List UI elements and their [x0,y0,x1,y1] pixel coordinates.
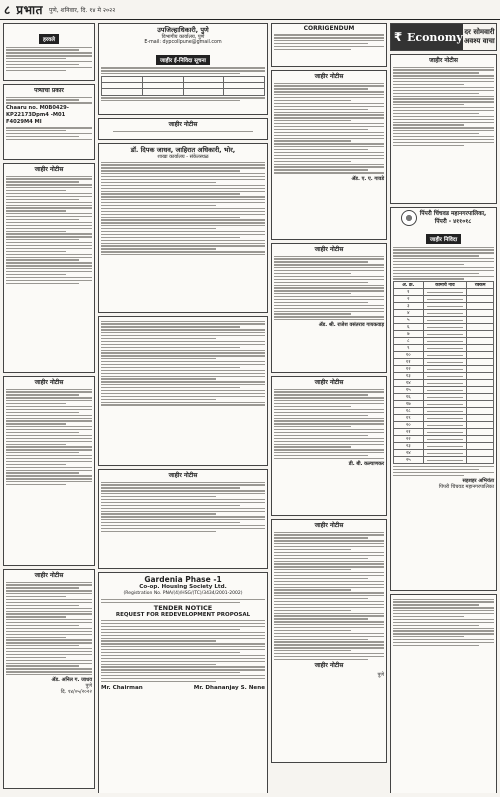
row-work [423,324,467,331]
table-row [394,338,494,345]
row-work [423,338,467,345]
row-number: ११ [394,359,424,366]
row-work [423,443,467,450]
col2-notice4-title: जाहीर नोटीस [168,472,198,479]
signatory-place: पुणे [85,683,92,690]
row-work [423,408,467,415]
pcmc-sign-place: पिंपरी चिंचवड महानगरपालिका [438,483,494,490]
row-number: १० [394,352,424,359]
row-work [423,366,467,373]
economy-wordmark: Economy [405,24,463,50]
gardenia-subtitle: Co-op. Housing Society Ltd. [139,584,227,590]
table-row [394,296,494,303]
table-row [394,317,494,324]
col-header-amount: रक्कम [467,282,494,289]
table-row [394,373,494,380]
table-row [394,359,494,366]
gardenia-registration: (Registration No. PNA/(4)/HSG/(TC)/3434/2001-2002) [123,590,243,596]
corrigendum [271,23,387,67]
tender-notice-heading: TENDER NOTICE [153,603,213,612]
col3-signatory-2: ॲड. श्री. राजेश वसंतराव गायकवाड़ [318,322,384,329]
row-number: १६ [394,394,424,401]
col3-notice-1 [271,70,387,240]
row-work [423,450,467,457]
row-number: ५ [394,317,424,324]
page-number: ८ [4,3,11,17]
table-row [394,331,494,338]
public-notice-1 [3,163,95,373]
col4-notice [390,54,497,204]
table-row [394,387,494,394]
row-amount [467,450,494,457]
row-number: २० [394,422,424,429]
economy-banner [390,23,497,51]
row-number: ४ [394,310,424,317]
chairman-label: Mr. Chairman [101,685,143,692]
notice-title: जाहीर नोटीस [34,166,64,173]
office-subtitle: विभागीय कार्यालय, पुणे [161,34,205,40]
table-row [394,352,494,359]
pcmc-logo-icon [401,210,417,226]
row-work [423,387,467,394]
row-work [423,401,467,408]
rupee-icon: ₹ [391,24,405,50]
col-header-work: कामाचे नाव [423,282,467,289]
row-amount [467,331,494,338]
row-number: १७ [394,401,424,408]
secretary-name: Mr. Dhananjay S. Nene [193,685,265,692]
row-number: २१ [394,429,424,436]
economy-headline: दर सोमवारी अवश्य वाचा [464,28,495,45]
row-number: ८ [394,338,424,345]
row-amount [467,429,494,436]
public-notice-2 [3,376,95,566]
advocate-name: डॉ. दिपक जाधव, जाहिरात अधिकारी, भोर, [130,146,236,154]
row-work [423,394,467,401]
row-work [423,457,467,464]
table-row [394,289,494,296]
pcmc-tender [390,207,497,591]
col3-notice-title: जाहीर नोटीस [314,73,344,80]
col-header-sr: अ. क्र. [394,282,424,289]
pcmc-title: पिंपरी चिंचवड महानगरपालिका, [419,211,487,217]
row-amount [467,387,494,394]
row-amount [467,380,494,387]
row-amount [467,436,494,443]
table-row [394,345,494,352]
redevelopment-heading: REQUEST FOR REDEVELOPMENT PROPOSAL [115,611,251,618]
col2-notice-title: जाहीर नोटीस [168,121,198,128]
table-row [394,394,494,401]
row-number: १२ [394,366,424,373]
row-work [423,310,467,317]
col3-pub-title: जाहीर नोटीस [314,661,344,669]
public-notice-3 [3,569,95,789]
pcmc-notice-title: जाहीर निविदा [426,234,461,244]
row-number: २ [394,296,424,303]
table-row [394,436,494,443]
table-row [394,422,494,429]
row-amount [467,408,494,415]
signatory-name: ॲड. अनिल ग. जाधव [51,677,92,684]
lost-title: हरवले [39,34,59,44]
masthead: प्रभात [16,3,43,17]
row-work [423,345,467,352]
notice-box-2 [98,316,268,466]
col3-notice2-title: जाहीर नोटीस [314,246,344,253]
gardenia-title: Gardenia Phase -1 [144,575,222,584]
row-number: १ [394,289,424,296]
row-number: ७ [394,331,424,338]
row-number: ९ [394,345,424,352]
col3-notice-4 [271,519,387,763]
row-work [423,359,467,366]
table-row [394,443,494,450]
col3-notice4-title: जाहीर नोटीस [314,522,344,529]
page-header [0,0,500,20]
col3-place: पुणे [377,671,384,678]
tender-table [101,76,265,96]
office-email: E-mail: dypcollpune@gmail.com [144,40,222,45]
tender-notice-box [98,23,268,115]
table-row [394,310,494,317]
row-work [423,422,467,429]
row-number: २४ [394,450,424,457]
row-amount [467,394,494,401]
tender-title: जाहीर ई-निविदा सूचना [156,55,210,65]
advocate-notice [98,143,268,313]
row-amount [467,352,494,359]
vehicle-number: Chaaru no. M0B0429- KP22173Dpm4 -M01 F4029M4 MI [6,105,69,125]
column-3 [271,23,387,793]
row-amount [467,289,494,296]
pcmc-subtitle: पिंपरी - ४११०१८ [434,219,472,225]
column-4 [390,23,497,793]
row-amount [467,296,494,303]
public-notice-4 [98,469,268,569]
row-work [423,317,467,324]
row-work [423,380,467,387]
col3-notice-3 [271,376,387,516]
row-number: १३ [394,373,424,380]
vehicle-notice [3,84,95,160]
table-row [394,408,494,415]
row-amount [467,373,494,380]
col3-signatory-3: डी. बी. कल्याणकर [348,461,384,468]
row-amount [467,338,494,345]
row-work [423,436,467,443]
corrigendum-title: CORRIGENDUM [303,25,355,32]
row-amount [467,359,494,366]
table-row [394,450,494,457]
row-work [423,429,467,436]
table-row [394,415,494,422]
column-2 [98,23,268,793]
row-work [423,289,467,296]
table-row [394,457,494,464]
table-row [394,303,494,310]
gardenia-tender [98,572,268,793]
table-row [394,401,494,408]
row-number: १९ [394,415,424,422]
col3-notice3-title: जाहीर नोटीस [314,379,344,386]
row-number: १५ [394,387,424,394]
vehicle-title: पत्र्याचा प्रकार [34,87,64,94]
col4-bottom-notice [390,594,497,793]
row-amount [467,345,494,352]
pcmc-sign-office: सहशहर अभियंता [462,477,494,484]
row-amount [467,317,494,324]
row-amount [467,401,494,408]
col3-signatory-1: ॲड. ए. ए. गावडे [351,175,384,182]
row-amount [467,366,494,373]
row-number: १८ [394,408,424,415]
col4-notice-title: जाहीर नोटीस [429,57,458,64]
row-amount [467,324,494,331]
advocate-subtitle: शाखा कार्यालय - संकेतस्थळ [157,154,209,160]
lost-notice [3,23,95,81]
row-amount [467,310,494,317]
row-amount [467,457,494,464]
row-number: २३ [394,443,424,450]
row-number: २२ [394,436,424,443]
notice-header-box [98,118,268,140]
dateline: पुणे, शनिवार, दि. १४ मे २०२२ [48,6,116,14]
table-row [394,324,494,331]
row-amount [467,303,494,310]
row-number: २५ [394,457,424,464]
signatory-date: दि. १४/०५/२०२२ [60,689,92,696]
row-work [423,303,467,310]
notice2-title: जाहीर नोटीस [34,379,64,386]
table-row [394,366,494,373]
row-amount [467,415,494,422]
notice3-title: जाहीर नोटीस [34,572,64,579]
row-amount [467,422,494,429]
office-title: उपजिल्हाधिकारी, पुणे [157,26,209,34]
table-row [394,429,494,436]
row-work [423,331,467,338]
row-work [423,373,467,380]
row-work [423,352,467,359]
column-1 [3,23,95,793]
row-work [423,296,467,303]
row-work [423,415,467,422]
table-row [394,380,494,387]
row-amount [467,443,494,450]
row-number: ३ [394,303,424,310]
pcmc-works-table [393,281,494,464]
col3-notice-2 [271,243,387,373]
row-number: १४ [394,380,424,387]
row-number: ६ [394,324,424,331]
